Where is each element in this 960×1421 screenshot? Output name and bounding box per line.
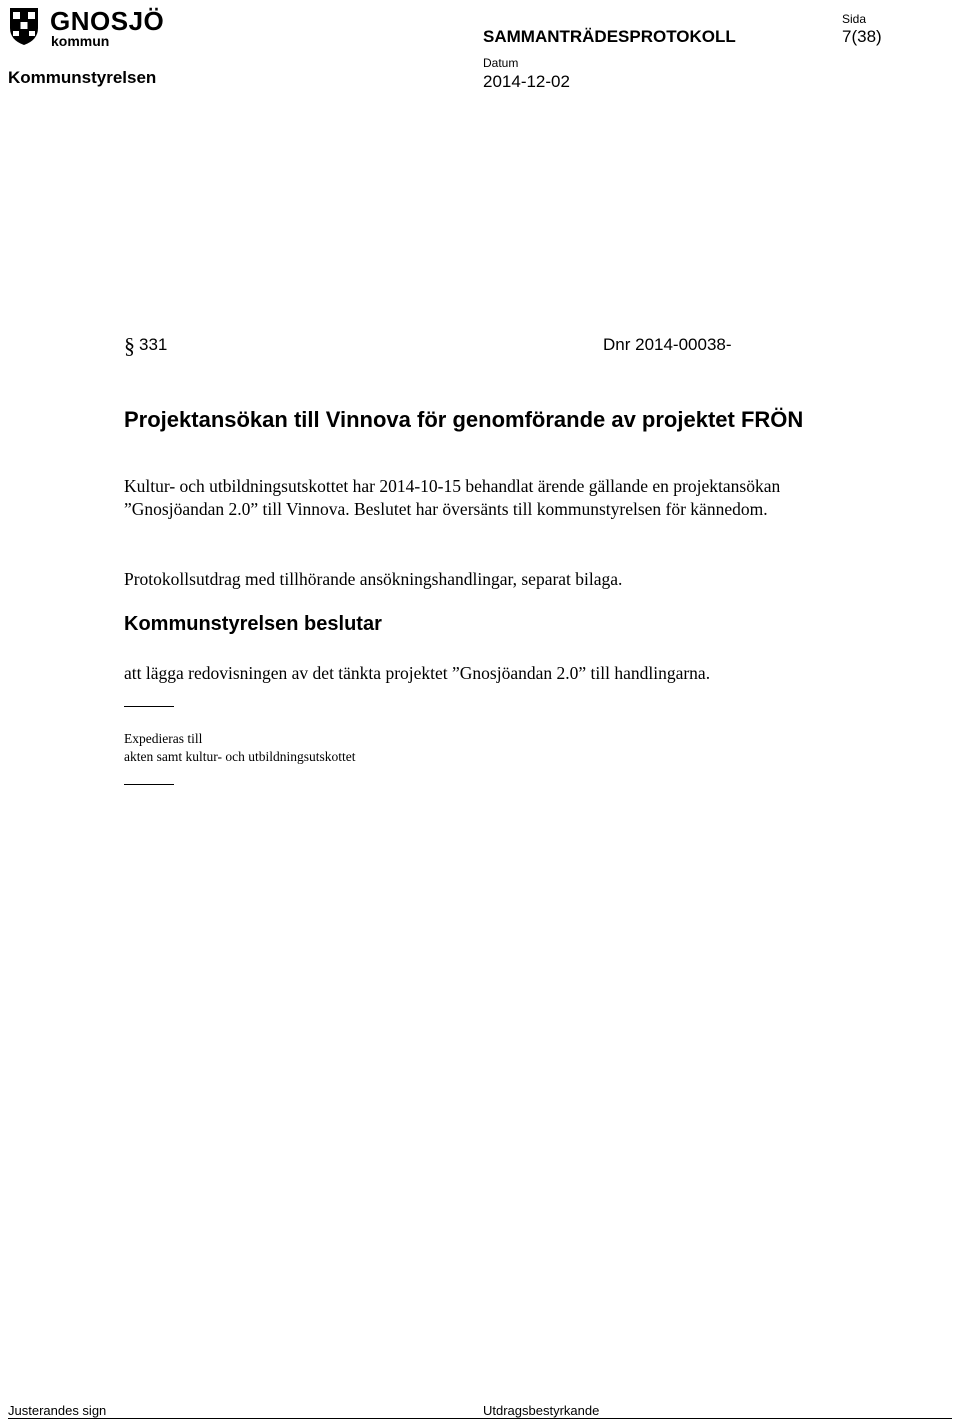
paragraph-number: 331	[139, 335, 168, 354]
expedite-recipients: akten samt kultur- och utbildningsutskottet	[124, 749, 356, 764]
page-label: Sida	[842, 12, 867, 26]
coat-of-arms-icon	[8, 6, 40, 46]
logo-subtitle: kommun	[51, 33, 110, 49]
gnosjo-logo	[8, 4, 168, 48]
signature-label: Justerandes sign	[8, 1403, 107, 1418]
divider	[124, 706, 174, 707]
decision-heading: Kommunstyrelsen beslutar	[124, 613, 382, 635]
expedite-label: Expedieras till	[124, 731, 203, 746]
divider	[124, 784, 174, 785]
body-paragraph: Kultur- och utbildningsutskottet har 2014-10-15 behandlat ärende gällande en projektansökan ”Gnosjöandan 2.0” till Vinnova. Beslutet har översänts till kommunstyrelsen för kännedom.	[124, 476, 781, 519]
document-type: SAMMANTRÄDESPROTOKOLL	[483, 27, 736, 46]
paragraph-sign: §	[124, 333, 135, 358]
section-title: Projektansökan till Vinnova för genomförande av projektet FRÖN	[124, 407, 804, 432]
date-label: Datum	[483, 56, 519, 70]
organization-name: Kommunstyrelsen	[8, 68, 157, 87]
date-value: 2014-12-02	[483, 72, 570, 91]
logo-name: GNOSJÖ	[50, 6, 165, 36]
decision-text: att lägga redovisningen av det tänkta projektet ”Gnosjöandan 2.0” till handlingarna.	[124, 663, 711, 683]
diary-number: Dnr 2014-00038-	[603, 335, 732, 354]
page-number: 7(38)	[842, 27, 882, 46]
extract-certification-label: Utdragsbestyrkande	[483, 1403, 600, 1418]
body-paragraph-attachment: Protokollsutdrag med tillhörande ansökningshandlingar, separat bilaga.	[124, 569, 623, 589]
footer-divider	[8, 1418, 952, 1419]
